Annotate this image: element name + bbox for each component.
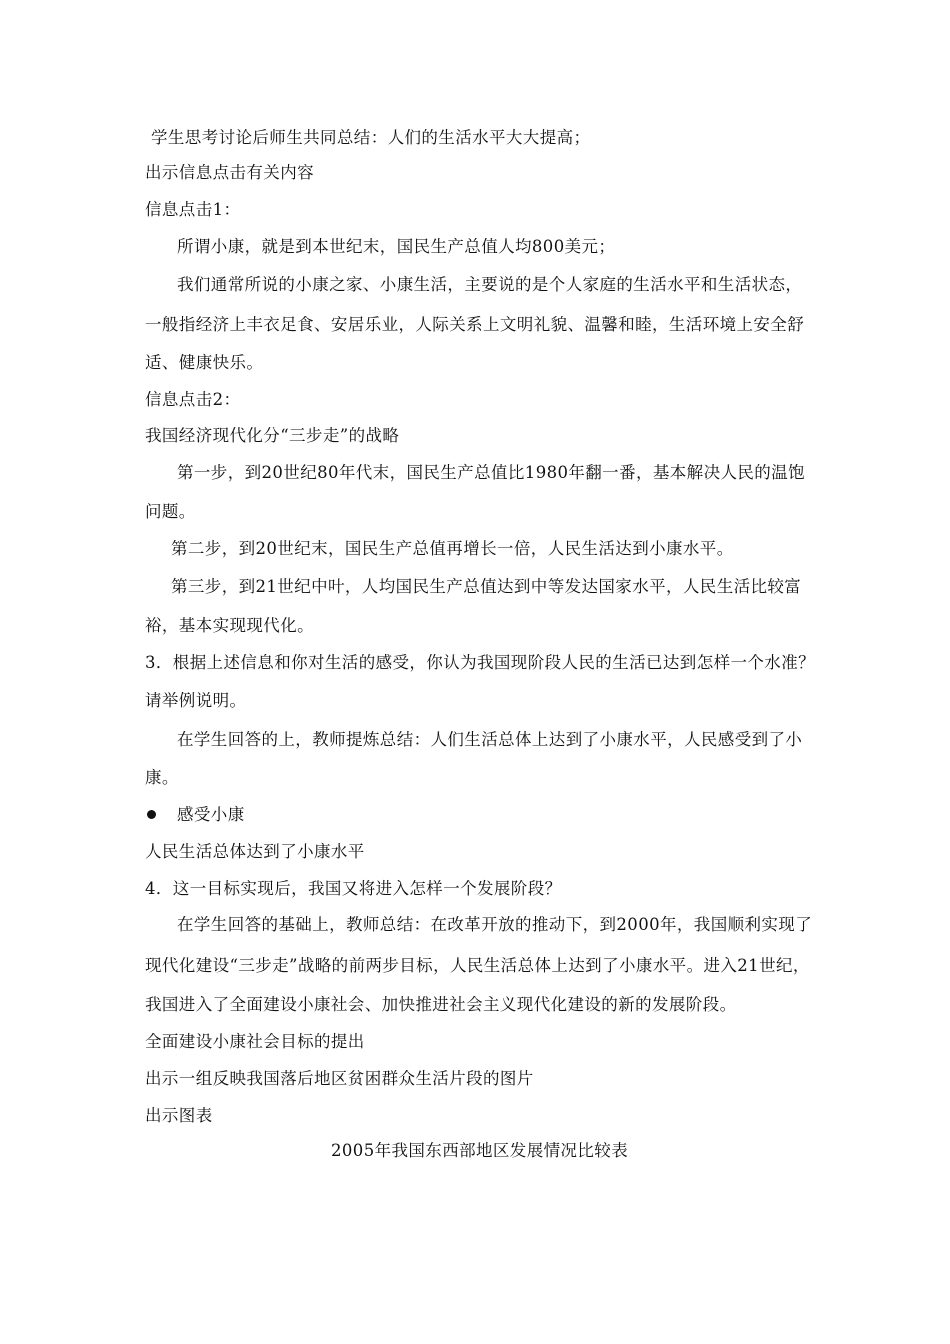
instruction-line: 出示一组反映我国落后地区贫困群众生活片段的图片 — [145, 1069, 534, 1088]
paragraph-line: 适、健康快乐。 — [145, 353, 264, 372]
paragraph-line: 第三步，到21世纪中叶，人均国民生产总值达到中等发达国家水平，人民生活比较富 — [171, 577, 802, 596]
paragraph-line: 一般指经济上丰衣足食、安居乐业，人际关系上文明礼貌、温馨和睦，生活环境上安全舒 — [145, 315, 805, 334]
question-4: 4．这一目标实现后，我国又将进入怎样一个发展阶段？ — [145, 879, 562, 898]
paragraph-line: 所谓小康，就是到本世纪末，国民生产总值人均800美元； — [177, 237, 616, 256]
paragraph-line: 问题。 — [145, 502, 196, 521]
bullet-item: 感受小康 — [177, 805, 245, 824]
instruction-line: 出示图表 — [145, 1106, 213, 1125]
strategy-heading: 我国经济现代化分“三步走”的战略 — [145, 426, 400, 445]
paragraph-line: 第二步，到20世纪末，国民生产总值再增长一倍，人民生活达到小康水平。 — [171, 539, 734, 558]
paragraph-line: 我国进入了全面建设小康社会、加快推进社会主义现代化建设的新的发展阶段。 — [145, 995, 737, 1014]
question-3: 3．根据上述信息和你对生活的感受，你认为我国现阶段人民的生活已达到怎样一个水准？ — [145, 653, 815, 672]
paragraph-line: 在学生回答的基础上，教师总结：在改革开放的推动下，到2000年，我国顺利实现了 — [177, 915, 813, 934]
paragraph-line: 人民生活总体达到了小康水平 — [145, 842, 365, 861]
paragraph-line: 现代化建设“三步走”战略的前两步目标，人民生活总体上达到了小康水平。进入21世纪， — [145, 956, 810, 975]
table-caption: 2005年我国东西部地区发展情况比较表 — [331, 1141, 629, 1160]
paragraph-line: 在学生回答的上，教师提炼总结：人们生活总体上达到了小康水平，人民感受到了小 — [177, 730, 803, 749]
info-heading-2: 信息点击2： — [145, 390, 241, 409]
paragraph-line: 请举例说明。 — [145, 691, 247, 710]
paragraph-line: 康。 — [145, 768, 179, 787]
summary-line: 学生思考讨论后师生共同总结：人们的生活水平大大提高； — [151, 128, 591, 147]
bullet-icon — [147, 810, 156, 819]
paragraph-line: 裕，基本实现现代化。 — [145, 616, 314, 635]
section-heading: 全面建设小康社会目标的提出 — [145, 1032, 365, 1051]
instruction-line: 出示信息点击有关内容 — [145, 163, 314, 182]
paragraph-line: 我们通常所说的小康之家、小康生活，主要说的是个人家庭的生活水平和生活状态， — [177, 275, 803, 294]
info-heading-1: 信息点击1： — [145, 200, 241, 219]
paragraph-line: 第一步，到20世纪80年代末，国民生产总值比1980年翻一番，基本解决人民的温饱 — [177, 463, 805, 482]
